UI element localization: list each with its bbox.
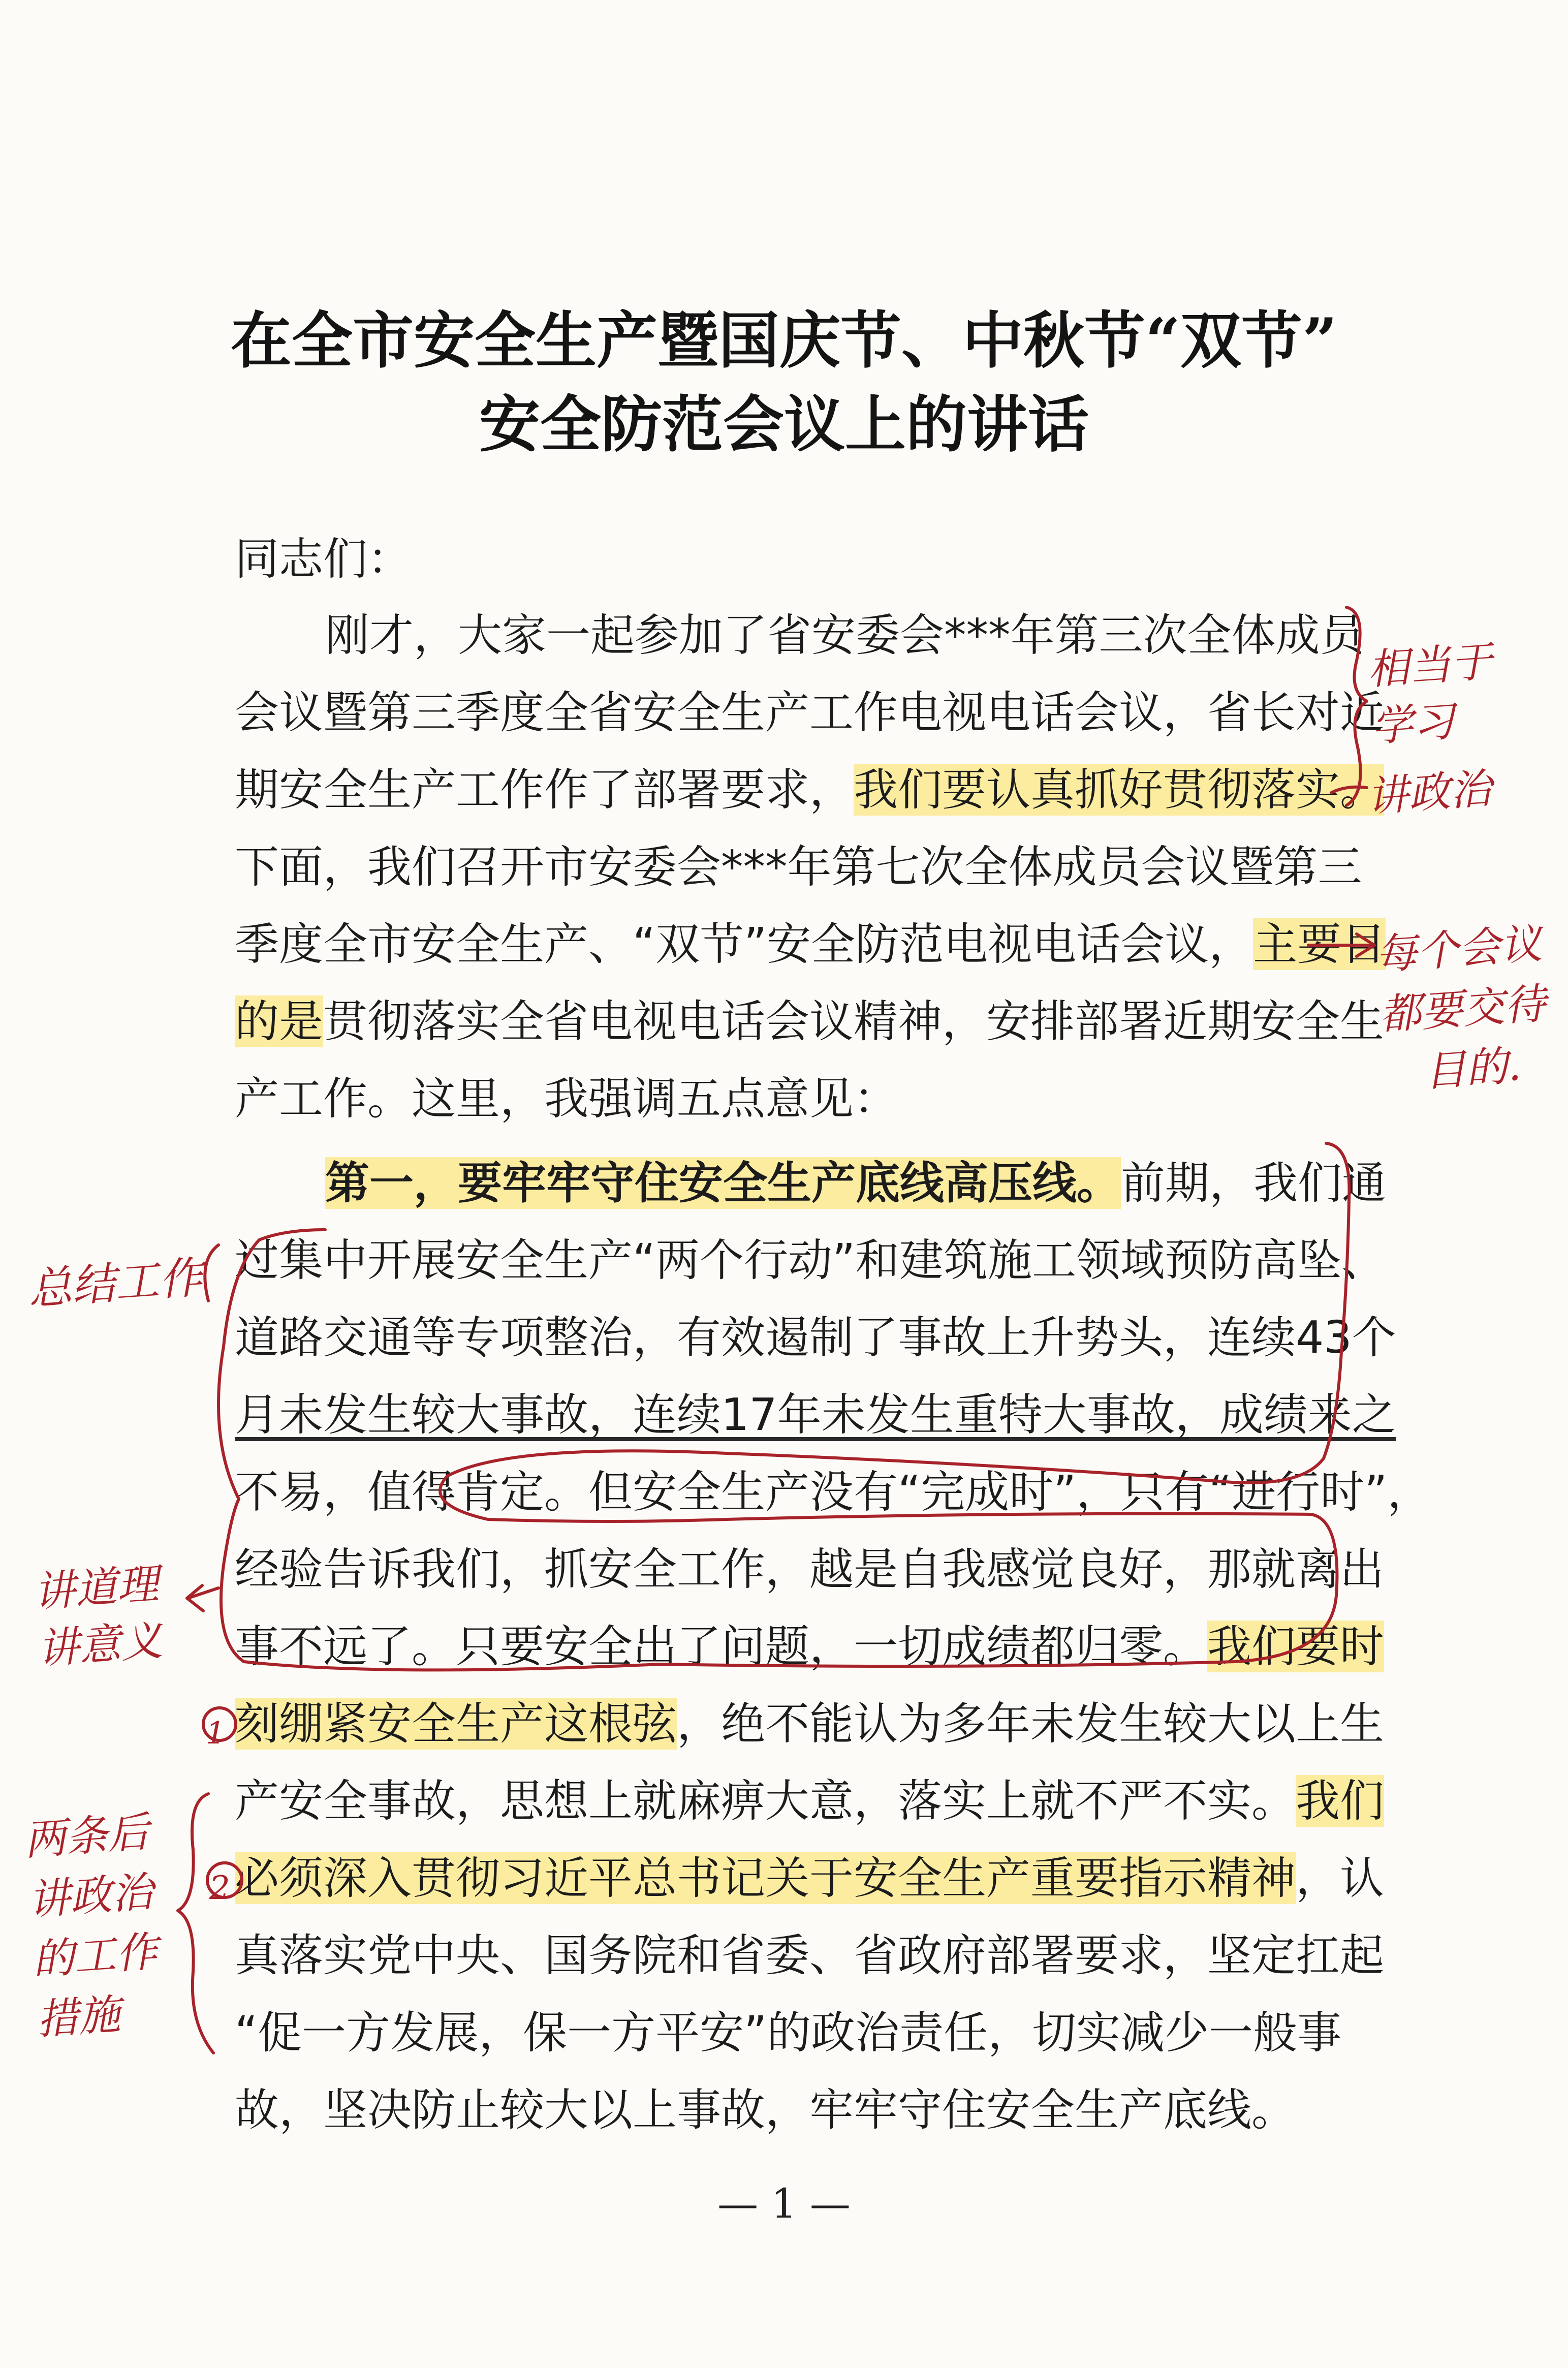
highlighted-text: 必须深入贯彻习近平总书记关于安全生产重要指示精神 xyxy=(235,1852,1296,1904)
highlighted-text: 我们要认真抓好贯彻落实。 xyxy=(854,764,1384,816)
highlighted-text: 我们 xyxy=(1296,1775,1384,1827)
body-line xyxy=(235,918,1386,970)
body-text: 不易，值得肯定。 xyxy=(235,1466,588,1518)
annotation-text: 的工作 xyxy=(31,1927,160,1985)
body-line: 下面，我们召开市安委会***年第七次全体成员会议暨第三 xyxy=(235,841,1362,893)
body-line: 道路交通等专项整治，有效遏制了事故上升势头，连续43个 xyxy=(235,1312,1396,1363)
annotation-note: 讲政治 xyxy=(1365,764,1493,822)
annotation-text: 学习 xyxy=(1369,697,1457,752)
body-text: 产安全事故，思想上就麻痹大意，落实上就不严不实。 xyxy=(235,1775,1296,1827)
body-text: ，绝不能认为多年未发生较大以上生 xyxy=(677,1698,1384,1750)
annotation-marker: 1 xyxy=(206,1716,226,1751)
body-line: “促一方发展，保一方平安”的政治责任，切实减少一般事 xyxy=(235,2007,1342,2059)
annotation-note xyxy=(32,1556,164,1678)
annotation-text: 讲道理 xyxy=(32,1560,161,1617)
highlighted-text: 刻绷紧安全生产这根弦 xyxy=(235,1698,677,1750)
body-line: 月未发生较大事故，连续17年未发生重特大事故，成绩来之 xyxy=(235,1389,1396,1441)
annotation-text: 每个会议 xyxy=(1373,919,1544,980)
annotation-text: 措施 xyxy=(35,1990,122,2045)
body-line xyxy=(235,1466,1432,1518)
body-line: 过集中开展安全生产“两个行动”和建筑施工领域预防高坠、 xyxy=(235,1234,1386,1286)
body-line: 真落实党中央、国务院和省委、省政府部署要求，坚定扛起 xyxy=(235,1929,1384,1981)
body-line: 经验告诉我们，抓安全工作，越是自我感觉良好，那就离出 xyxy=(235,1543,1384,1595)
document-title-line-2: 安全防范会议上的讲话 xyxy=(479,389,1089,460)
body-line xyxy=(235,1775,1384,1827)
annotation-note xyxy=(1373,914,1552,1105)
highlighted-text: 我们要时 xyxy=(1207,1621,1384,1672)
body-line: 会议暨第三季度全省安全生产工作电视电话会议，省长对近 xyxy=(235,687,1384,738)
annotation-note: 总结工作 xyxy=(26,1252,205,1315)
left-brace xyxy=(205,1245,218,1301)
section-heading: 第一，要牢牢守住安全生产底线高压线。 xyxy=(325,1157,1121,1209)
annotation-text: 都要交待 xyxy=(1378,979,1548,1040)
annotation-text: 两条后 xyxy=(22,1808,151,1865)
salutation: 同志们： xyxy=(235,533,412,585)
body-line xyxy=(325,1157,1386,1209)
body-line: 刚才，大家一起参加了省安委会***年第三次全体成员 xyxy=(325,609,1364,661)
body-text: 前期，我们通 xyxy=(1121,1157,1386,1209)
body-text: 事不远了。只要安全出了问题，一切成绩都归零。 xyxy=(235,1621,1207,1672)
pointer-arrow xyxy=(187,1585,218,1611)
annotation-text: 讲意义 xyxy=(36,1616,164,1674)
body-line: 故，坚决防止较大以上事故，牢牢守住安全生产底线。 xyxy=(235,2084,1296,2136)
left-brace xyxy=(178,1794,213,2053)
body-line xyxy=(235,1621,1384,1672)
highlighted-text: 的是 xyxy=(235,995,323,1047)
annotation-text: 讲政治 xyxy=(26,1867,155,1925)
annotation-text: 目的. xyxy=(1423,1041,1523,1097)
annotation-note xyxy=(22,1802,164,2050)
body-line xyxy=(235,1852,1384,1904)
page-number: — 1 — xyxy=(717,2180,851,2227)
body-text: 贯彻落实全省电视电话会议精神，安排部署近期安全生 xyxy=(323,995,1384,1047)
body-text: 季度全市安全生产、“双节”安全防范电视电话会议， xyxy=(235,918,1253,970)
annotation-text: 相当于 xyxy=(1366,637,1494,695)
body-text: ，认 xyxy=(1296,1852,1384,1904)
document-title-line-1: 在全市安全生产暨国庆节、中秋节“双节” xyxy=(230,305,1338,377)
annotation-marker: 2 xyxy=(209,1870,230,1907)
body-line: 产工作。这里，我强调五点意见： xyxy=(235,1073,898,1125)
annotation-note xyxy=(1365,634,1498,756)
body-line xyxy=(235,764,1384,816)
body-text: 期安全生产工作作了部署要求， xyxy=(235,764,854,816)
highlighted-text: 主要目 xyxy=(1253,918,1386,970)
body-text: 但安全生产没有“完成时”，只有“进行时”， xyxy=(588,1466,1432,1518)
body-line xyxy=(235,995,1384,1047)
body-line xyxy=(235,1698,1384,1750)
